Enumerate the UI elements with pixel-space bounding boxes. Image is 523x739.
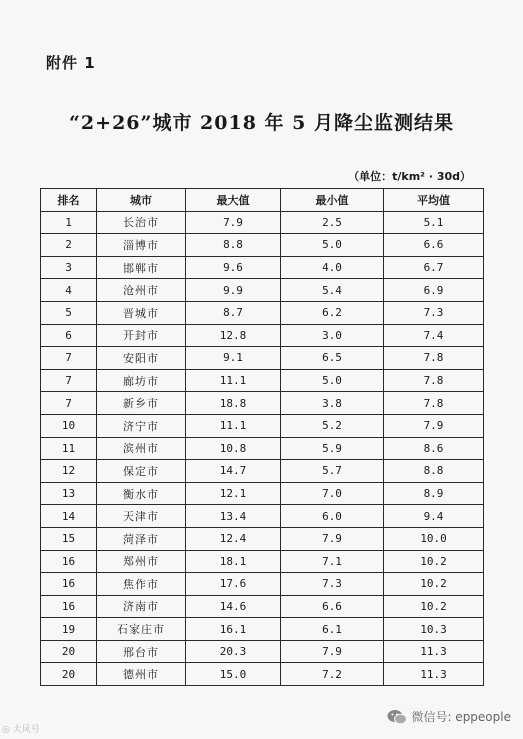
city-cell: 邯郸市 — [97, 256, 186, 279]
min-cell: 6.2 — [281, 301, 384, 324]
min-cell: 2.5 — [281, 211, 384, 234]
avg-cell: 7.3 — [384, 301, 484, 324]
avg-cell: 7.8 — [384, 369, 484, 392]
rank-cell: 2 — [41, 234, 97, 257]
avg-cell: 10.2 — [384, 550, 484, 573]
table-row — [41, 595, 484, 618]
max-cell: 9.9 — [186, 279, 281, 302]
min-cell: 5.9 — [281, 437, 384, 460]
table-row — [41, 437, 484, 460]
rank-cell: 16 — [41, 595, 97, 618]
min-cell: 6.5 — [281, 347, 384, 370]
max-cell: 11.1 — [186, 414, 281, 437]
avg-cell: 6.9 — [384, 279, 484, 302]
rank-cell: 15 — [41, 527, 97, 550]
max-cell: 8.7 — [186, 301, 281, 324]
table-row — [41, 324, 484, 347]
rank-cell: 14 — [41, 505, 97, 528]
max-cell: 7.9 — [186, 211, 281, 234]
min-cell: 5.7 — [281, 460, 384, 483]
rank-cell: 20 — [41, 663, 97, 686]
avg-cell: 6.6 — [384, 234, 484, 257]
city-cell: 邢台市 — [97, 640, 186, 663]
table-row — [41, 663, 484, 686]
min-cell: 7.9 — [281, 640, 384, 663]
min-cell: 3.0 — [281, 324, 384, 347]
table-row — [41, 550, 484, 573]
city-cell: 济宁市 — [97, 414, 186, 437]
avg-cell: 11.3 — [384, 640, 484, 663]
rank-cell: 7 — [41, 347, 97, 370]
max-cell: 17.6 — [186, 573, 281, 596]
city-cell: 焦作市 — [97, 573, 186, 596]
max-cell: 18.8 — [186, 392, 281, 415]
avg-cell: 7.4 — [384, 324, 484, 347]
table-row — [41, 234, 484, 257]
table-row — [41, 369, 484, 392]
avg-cell: 5.1 — [384, 211, 484, 234]
avg-cell: 7.8 — [384, 347, 484, 370]
rank-cell: 19 — [41, 618, 97, 641]
max-cell: 10.8 — [186, 437, 281, 460]
min-cell: 6.0 — [281, 505, 384, 528]
rank-cell: 16 — [41, 550, 97, 573]
rank-cell: 16 — [41, 573, 97, 596]
min-cell: 6.1 — [281, 618, 384, 641]
city-cell: 郑州市 — [97, 550, 186, 573]
max-cell: 14.7 — [186, 460, 281, 483]
city-cell: 长治市 — [97, 211, 186, 234]
weibo-icon: ◎ — [2, 725, 10, 735]
table-row — [41, 482, 484, 505]
table-row — [41, 640, 484, 663]
rank-cell: 5 — [41, 301, 97, 324]
dustfall-table — [40, 188, 484, 686]
watermark-left: ◎ 大风号 — [2, 725, 40, 735]
city-cell: 菏泽市 — [97, 527, 186, 550]
table-row — [41, 618, 484, 641]
avg-cell: 6.7 — [384, 256, 484, 279]
avg-cell: 10.0 — [384, 527, 484, 550]
table-row — [41, 256, 484, 279]
avg-cell: 8.6 — [384, 437, 484, 460]
table-row — [41, 573, 484, 596]
rank-cell: 3 — [41, 256, 97, 279]
header-min: 最小值 — [281, 189, 384, 212]
rank-cell: 11 — [41, 437, 97, 460]
max-cell: 9.1 — [186, 347, 281, 370]
table-row — [41, 460, 484, 483]
table-header-row — [41, 189, 484, 212]
document-title: “2+26”城市 2018 年 5 月降尘监测结果 — [69, 112, 454, 134]
city-cell: 天津市 — [97, 505, 186, 528]
max-cell: 13.4 — [186, 505, 281, 528]
header-max: 最大值 — [186, 189, 281, 212]
min-cell: 5.0 — [281, 369, 384, 392]
table-row — [41, 392, 484, 415]
rank-cell: 6 — [41, 324, 97, 347]
city-cell: 安阳市 — [97, 347, 186, 370]
avg-cell: 10.3 — [384, 618, 484, 641]
attachment-label: 附件 1 — [46, 54, 96, 72]
max-cell: 12.1 — [186, 482, 281, 505]
rank-cell: 7 — [41, 369, 97, 392]
table-row — [41, 505, 484, 528]
min-cell: 7.2 — [281, 663, 384, 686]
min-cell: 6.6 — [281, 595, 384, 618]
table-row — [41, 414, 484, 437]
min-cell: 7.9 — [281, 527, 384, 550]
city-cell: 晋城市 — [97, 301, 186, 324]
max-cell: 11.1 — [186, 369, 281, 392]
max-cell: 12.8 — [186, 324, 281, 347]
rank-cell: 4 — [41, 279, 97, 302]
max-cell: 18.1 — [186, 550, 281, 573]
city-cell: 石家庄市 — [97, 618, 186, 641]
min-cell: 7.1 — [281, 550, 384, 573]
table-row — [41, 347, 484, 370]
table-row — [41, 301, 484, 324]
rank-cell: 12 — [41, 460, 97, 483]
city-cell: 济南市 — [97, 595, 186, 618]
min-cell: 3.8 — [281, 392, 384, 415]
table-row — [41, 211, 484, 234]
min-cell: 5.2 — [281, 414, 384, 437]
table-row — [41, 279, 484, 302]
rank-cell: 20 — [41, 640, 97, 663]
rank-cell: 13 — [41, 482, 97, 505]
max-cell: 12.4 — [186, 527, 281, 550]
rank-cell: 10 — [41, 414, 97, 437]
avg-cell: 7.8 — [384, 392, 484, 415]
header-avg: 平均值 — [384, 189, 484, 212]
avg-cell: 10.2 — [384, 573, 484, 596]
rank-cell: 7 — [41, 392, 97, 415]
avg-cell: 9.4 — [384, 505, 484, 528]
min-cell: 7.3 — [281, 573, 384, 596]
city-cell: 滨州市 — [97, 437, 186, 460]
city-cell: 淄博市 — [97, 234, 186, 257]
avg-cell: 7.9 — [384, 414, 484, 437]
min-cell: 7.0 — [281, 482, 384, 505]
city-cell: 德州市 — [97, 663, 186, 686]
city-cell: 衡水市 — [97, 482, 186, 505]
header-rank: 排名 — [41, 189, 97, 212]
max-cell: 20.3 — [186, 640, 281, 663]
min-cell: 5.4 — [281, 279, 384, 302]
max-cell: 14.6 — [186, 595, 281, 618]
avg-cell: 8.9 — [384, 482, 484, 505]
header-city: 城市 — [97, 189, 186, 212]
wechat-icon — [387, 709, 407, 725]
city-cell: 沧州市 — [97, 279, 186, 302]
avg-cell: 10.2 — [384, 595, 484, 618]
max-cell: 15.0 — [186, 663, 281, 686]
min-cell: 4.0 — [281, 256, 384, 279]
avg-cell: 8.8 — [384, 460, 484, 483]
max-cell: 16.1 — [186, 618, 281, 641]
max-cell: 9.6 — [186, 256, 281, 279]
avg-cell: 11.3 — [384, 663, 484, 686]
city-cell: 新乡市 — [97, 392, 186, 415]
city-cell: 保定市 — [97, 460, 186, 483]
city-cell: 廊坊市 — [97, 369, 186, 392]
rank-cell: 1 — [41, 211, 97, 234]
unit-note: （单位：t/km² · 30d） — [348, 170, 471, 183]
city-cell: 开封市 — [97, 324, 186, 347]
max-cell: 8.8 — [186, 234, 281, 257]
min-cell: 5.0 — [281, 234, 384, 257]
watermark-right: 微信号: eppeople — [387, 708, 511, 725]
table-row — [41, 527, 484, 550]
